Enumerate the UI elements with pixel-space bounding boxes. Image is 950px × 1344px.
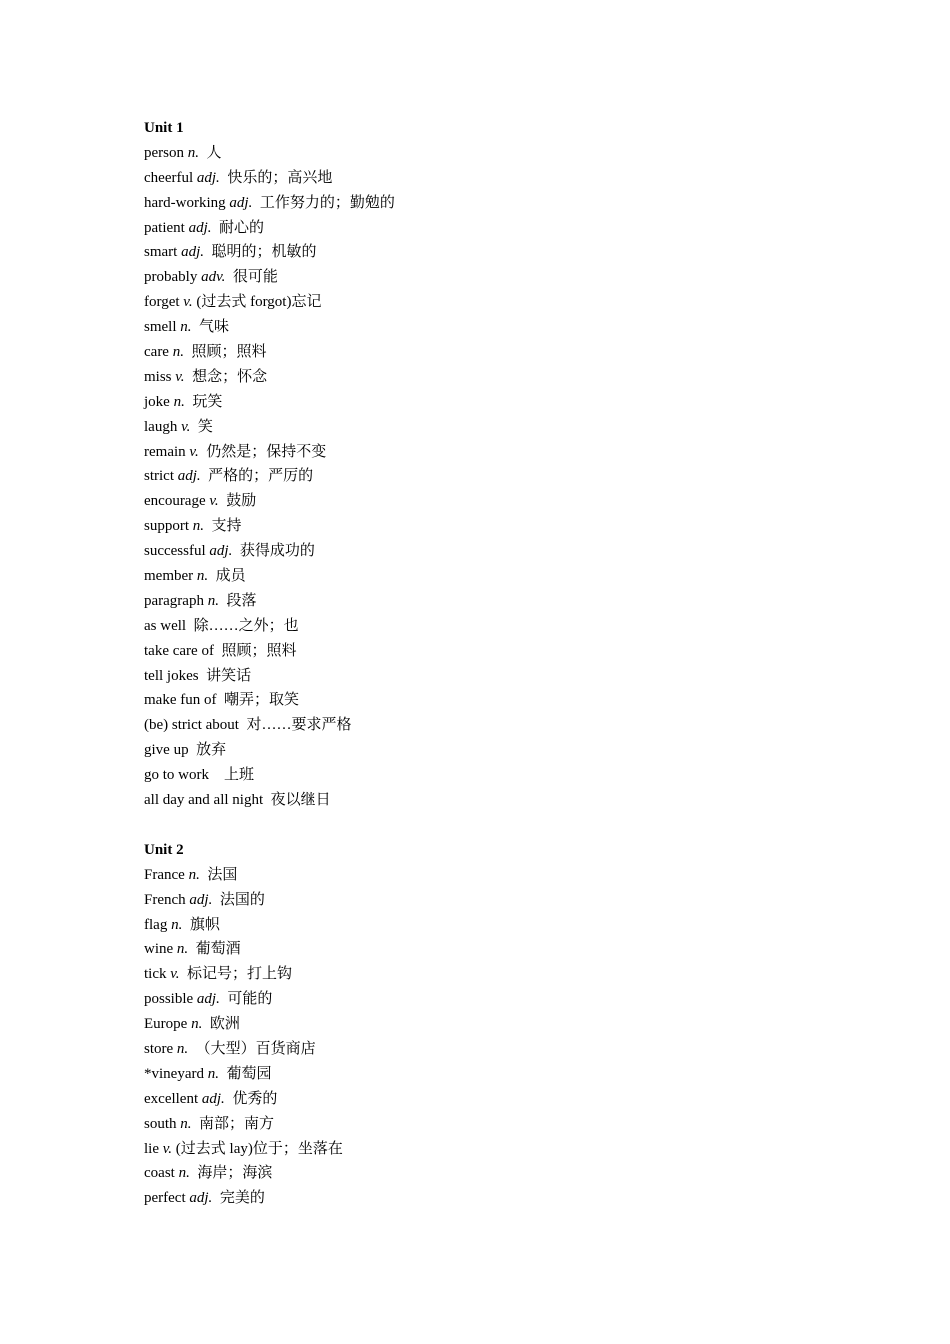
entry-word: (be) strict about 对……要求严格 xyxy=(144,717,352,734)
entry-word: laugh xyxy=(144,418,182,435)
entry-word: make fun of 嘲弄；取笑 xyxy=(144,692,299,709)
entry-meaning: 法国 xyxy=(199,866,238,883)
entry-meaning: 南部；南方 xyxy=(191,1115,275,1132)
unit-section xyxy=(144,838,844,1211)
entry-meaning: 葡萄园 xyxy=(218,1065,272,1082)
entry-meaning: 标记号；打上钩 xyxy=(179,966,293,983)
unit-title: Unit 2 xyxy=(144,841,184,858)
entry-part-of-speech: n. xyxy=(172,344,184,361)
entry-part-of-speech: n. xyxy=(207,1065,219,1082)
vocabulary-entry xyxy=(144,464,844,489)
vocabulary-entry xyxy=(144,962,844,987)
entry-meaning: 完美的 xyxy=(212,1190,265,1207)
entry-word: perfect xyxy=(144,1190,190,1207)
entry-meaning: 快乐的；高兴地 xyxy=(219,169,333,186)
vocabulary-entry xyxy=(144,340,844,365)
entry-word: successful xyxy=(144,543,210,560)
vocabulary-entry xyxy=(144,937,844,962)
entry-meaning: 段落 xyxy=(218,592,257,609)
entry-meaning: 仍然是；保持不变 xyxy=(198,443,327,460)
entry-part-of-speech: n. xyxy=(180,319,192,336)
entry-meaning: 成员 xyxy=(208,568,246,585)
entry-part-of-speech: n. xyxy=(180,1115,192,1132)
entry-word: possible xyxy=(144,991,197,1008)
vocabulary-entry xyxy=(144,415,844,440)
vocabulary-entry xyxy=(144,589,844,614)
entry-meaning: 优秀的 xyxy=(224,1090,278,1107)
entry-meaning: 鼓励 xyxy=(218,493,257,510)
entry-part-of-speech: v. xyxy=(183,294,193,311)
entry-word: Europe xyxy=(144,1016,192,1033)
entry-word: *vineyard xyxy=(144,1065,208,1082)
vocabulary-entry xyxy=(144,315,844,340)
entry-word: smart xyxy=(144,244,182,261)
vocabulary-entry xyxy=(144,863,844,888)
entry-meaning: （大型）百货商店 xyxy=(188,1040,316,1057)
entry-part-of-speech: n. xyxy=(192,518,204,535)
vocabulary-entry xyxy=(144,688,844,713)
entry-part-of-speech: n. xyxy=(196,568,209,585)
entry-meaning: 工作努力的；勤勉的 xyxy=(252,194,395,211)
entry-word: give up 放弃 xyxy=(144,742,227,759)
vocabulary-entry xyxy=(144,1012,844,1037)
vocabulary-entry xyxy=(144,1062,844,1087)
vocabulary-entry xyxy=(144,514,844,539)
entry-word: cheerful xyxy=(144,169,197,186)
entry-word: excellent xyxy=(144,1090,202,1107)
entry-meaning: 玩笑 xyxy=(184,393,223,410)
entry-part-of-speech: adj. xyxy=(189,1190,213,1207)
entry-part-of-speech: v. xyxy=(162,1140,173,1157)
vocabulary-entry xyxy=(144,539,844,564)
entry-word: smell xyxy=(144,319,181,336)
vocabulary-entry xyxy=(144,440,844,465)
entry-word: take care of 照顾；照料 xyxy=(144,642,297,659)
entry-part-of-speech: v. xyxy=(209,493,219,510)
entry-part-of-speech: n. xyxy=(176,1040,189,1057)
entry-word: care xyxy=(144,344,173,361)
vocabulary-entry xyxy=(144,614,844,639)
entry-part-of-speech: adj. xyxy=(209,543,233,560)
entry-word: coast xyxy=(144,1165,179,1182)
entry-meaning: 很可能 xyxy=(225,269,278,286)
entry-part-of-speech: adj. xyxy=(188,219,212,236)
entry-part-of-speech: n. xyxy=(188,866,200,883)
vocabulary-entry xyxy=(144,888,844,913)
entry-word: miss xyxy=(144,368,176,385)
vocabulary-entry xyxy=(144,365,844,390)
vocabulary-entry xyxy=(144,1186,844,1211)
vocabulary-entry xyxy=(144,763,844,788)
vocabulary-entry xyxy=(144,1037,844,1062)
entry-word: member xyxy=(144,568,197,585)
entry-part-of-speech: adj. xyxy=(229,194,253,211)
entry-part-of-speech: n. xyxy=(191,1016,203,1033)
entry-part-of-speech: n. xyxy=(187,144,199,161)
vocabulary-document xyxy=(144,116,844,1211)
vocabulary-entry xyxy=(144,713,844,738)
entry-part-of-speech: adj. xyxy=(189,891,213,908)
entry-word: strict xyxy=(144,468,178,485)
entry-word: support xyxy=(144,518,193,535)
entry-part-of-speech: n. xyxy=(171,916,183,933)
entry-meaning: 聪明的；机敏的 xyxy=(204,244,317,261)
entry-word: go to work 上班 xyxy=(144,767,254,784)
entry-meaning: 想念；怀念 xyxy=(184,368,268,385)
entry-word: forget xyxy=(144,294,184,311)
entry-meaning: 严格的；严厉的 xyxy=(200,468,314,485)
entry-part-of-speech: adj. xyxy=(196,991,220,1008)
vocabulary-entry xyxy=(144,1112,844,1137)
entry-word: as well 除……之外；也 xyxy=(144,617,299,634)
entry-meaning: 人 xyxy=(199,144,222,161)
entry-meaning: 欧洲 xyxy=(202,1016,240,1033)
entry-meaning: 法国的 xyxy=(212,891,265,908)
entry-meaning: (过去式 lay)位于；坐落在 xyxy=(172,1140,343,1157)
unit-section xyxy=(144,116,844,813)
vocabulary-entry xyxy=(144,738,844,763)
entry-part-of-speech: n. xyxy=(173,393,185,410)
entry-word: south xyxy=(144,1115,181,1132)
vocabulary-entry xyxy=(144,240,844,265)
entry-part-of-speech: n. xyxy=(178,1165,190,1182)
entry-part-of-speech: adj. xyxy=(196,169,220,186)
vocabulary-entry xyxy=(144,265,844,290)
entry-word: person xyxy=(144,144,188,161)
vocabulary-entry xyxy=(144,390,844,415)
entry-part-of-speech: v. xyxy=(189,443,199,460)
entry-meaning: 海岸；海滨 xyxy=(189,1165,273,1182)
vocabulary-entry xyxy=(144,639,844,664)
entry-meaning: 可能的 xyxy=(219,991,273,1008)
entry-meaning: 气味 xyxy=(191,319,230,336)
entry-word: remain xyxy=(144,443,190,460)
vocabulary-entry xyxy=(144,664,844,689)
vocabulary-entry xyxy=(144,290,844,315)
entry-part-of-speech: v. xyxy=(170,966,180,983)
vocabulary-entry xyxy=(144,987,844,1012)
entry-word: joke xyxy=(144,393,174,410)
entry-meaning: 旗帜 xyxy=(182,916,220,933)
entry-word: encourage xyxy=(144,493,210,510)
vocabulary-entry xyxy=(144,141,844,166)
entry-part-of-speech: n. xyxy=(207,592,219,609)
unit-title: Unit 1 xyxy=(144,120,184,136)
entry-word: store xyxy=(144,1040,177,1057)
entry-word: all day and all night 夜以继日 xyxy=(144,792,331,809)
vocabulary-entry xyxy=(144,216,844,241)
vocabulary-entry xyxy=(144,788,844,813)
entry-word: tick xyxy=(144,966,171,983)
vocabulary-entry xyxy=(144,1137,844,1162)
entry-meaning: 笑 xyxy=(190,418,213,435)
entry-meaning: 获得成功的 xyxy=(232,543,315,560)
vocabulary-entry xyxy=(144,191,844,216)
entry-meaning: 葡萄酒 xyxy=(188,941,241,958)
vocabulary-entry xyxy=(144,489,844,514)
vocabulary-entry xyxy=(144,1087,844,1112)
entry-word: paragraph xyxy=(144,592,208,609)
entry-word: flag xyxy=(144,916,172,933)
entry-part-of-speech: adj. xyxy=(177,468,201,485)
entry-meaning: 照顾；照料 xyxy=(183,344,267,361)
entry-word: hard-working xyxy=(144,194,230,211)
entry-part-of-speech: adv. xyxy=(201,269,226,286)
vocabulary-entry xyxy=(144,166,844,191)
vocabulary-entry xyxy=(144,913,844,938)
entry-part-of-speech: v. xyxy=(175,368,185,385)
entry-word: probably xyxy=(144,269,202,286)
entry-meaning: 耐心的 xyxy=(211,219,265,236)
entry-word: wine xyxy=(144,941,177,958)
entry-part-of-speech: n. xyxy=(176,941,189,958)
entry-word: French xyxy=(144,891,190,908)
entry-word: France xyxy=(144,866,189,883)
entry-part-of-speech: adj. xyxy=(181,244,204,261)
vocabulary-entry xyxy=(144,564,844,589)
entry-part-of-speech: v. xyxy=(181,418,191,435)
entry-part-of-speech: adj. xyxy=(201,1090,225,1107)
entry-meaning: (过去式 forgot)忘记 xyxy=(192,294,322,311)
entry-word: patient xyxy=(144,219,189,236)
entry-word: lie xyxy=(144,1140,163,1157)
vocabulary-entry xyxy=(144,1161,844,1186)
entry-word: tell jokes 讲笑话 xyxy=(144,667,252,684)
entry-meaning: 支持 xyxy=(204,518,242,535)
